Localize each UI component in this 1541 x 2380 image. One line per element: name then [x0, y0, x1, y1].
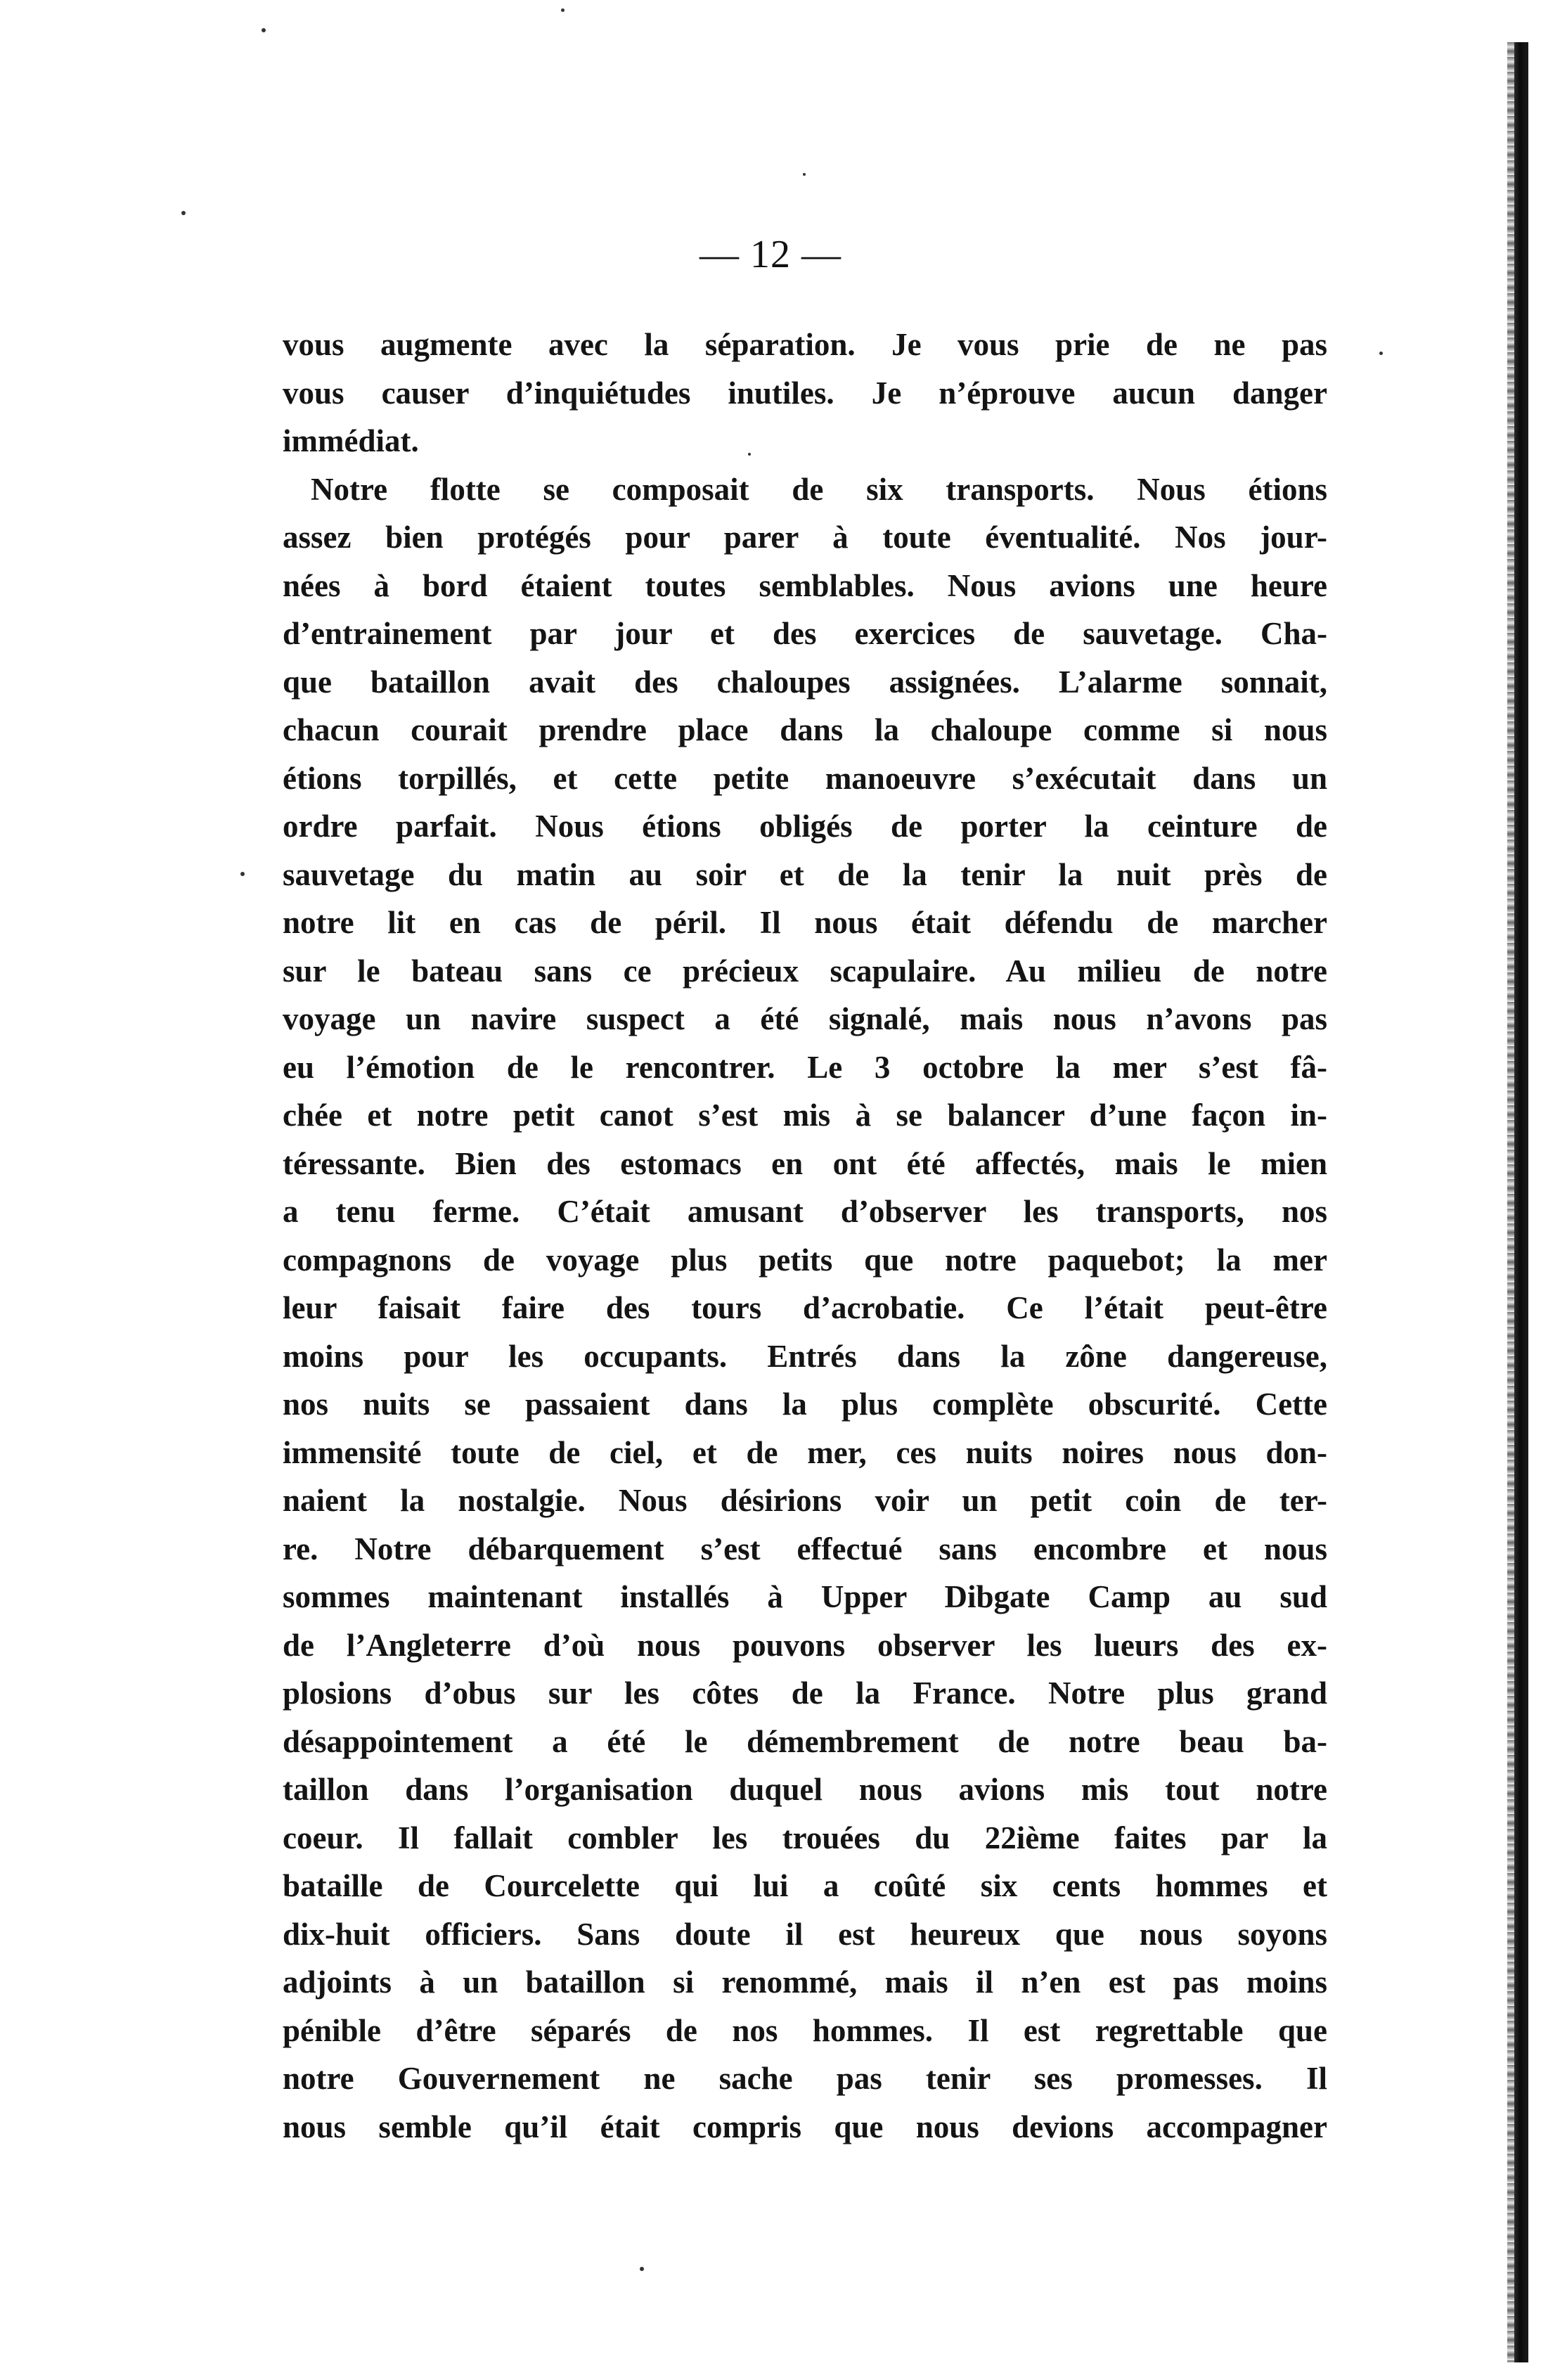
text-line: plosions d’obus sur les côtes de la France. Notre plus grand — [283, 1675, 1327, 1711]
text-line: naient la nostalgie. Nous désirions voir un petit coin de ter- — [283, 1483, 1327, 1518]
scan-speck — [803, 173, 806, 176]
text-line: re. Notre débarquement s’est effectué sans encombre et nous — [283, 1531, 1327, 1567]
text-line: d’entrainement par jour et des exercices de sauvetage. Cha- — [283, 616, 1327, 651]
text-line: sommes maintenant installés à Upper Dibgate Camp au sud — [283, 1579, 1327, 1614]
text-line: compagnons de voyage plus petits que notre paquebot; la mer — [283, 1242, 1327, 1278]
text-line: sur le bateau sans ce précieux scapulaire. Au milieu de notre — [283, 953, 1327, 989]
text-line: nous semble qu’il était compris que nous devions accompagner — [283, 2109, 1327, 2144]
text-line: désappointement a été le démembrement de notre beau ba- — [283, 1723, 1327, 1759]
text-line: nées à bord étaient toutes semblables. Nous avions une heure — [283, 567, 1327, 603]
scan-speck — [640, 2267, 644, 2271]
text-line: vous causer d’inquiétudes inutiles. Je n’éprouve aucun danger — [283, 375, 1327, 411]
body-text — [283, 321, 1327, 2151]
page-number: — 12 — — [699, 233, 842, 276]
text-line: étions torpillés, et cette petite manoeuvre s’exécutait dans un — [283, 760, 1327, 796]
text-line: notre lit en cas de péril. Il nous était défendu de marcher — [283, 905, 1327, 940]
scan-speck — [561, 8, 565, 12]
text-line: immédiat. — [283, 423, 419, 458]
text-line: taillon dans l’organisation duquel nous avions mis tout notre — [283, 1772, 1327, 1807]
text-line: bataille de Courcelette qui lui a coûté six cents hommes et — [283, 1868, 1327, 1903]
text-line: adjoints à un bataillon si renommé, mais il n’en est pas moins — [283, 1964, 1327, 2000]
text-line: eu l’émotion de le rencontrer. Le 3 octobre la mer s’est fâ- — [283, 1049, 1327, 1085]
text-line: nos nuits se passaient dans la plus complète obscurité. Cette — [283, 1387, 1327, 1422]
scan-speck — [1379, 352, 1383, 355]
text-line: a tenu ferme. C’était amusant d’observer les transports, nos — [283, 1194, 1327, 1229]
text-line: immensité toute de ciel, et de mer, ces nuits noires nous don- — [283, 1434, 1327, 1470]
text-line: coeur. Il fallait combler les trouées du 22ième faites par la — [283, 1820, 1327, 1855]
text-line: notre Gouvernement ne sache pas tenir ses promesses. Il — [283, 2061, 1327, 2096]
scan-speck — [240, 872, 245, 876]
text-line: Notre flotte se composait de six transports. Nous étions — [311, 471, 1327, 507]
text-line: leur faisait faire des tours d’acrobatie. Ce l’était peut-être — [283, 1290, 1327, 1325]
text-line: chée et notre petit canot s’est mis à se balancer d’une façon in- — [283, 1098, 1327, 1133]
text-line: téressante. Bien des estomacs en ont été affectés, mais le mien — [283, 1145, 1327, 1181]
text-line: que bataillon avait des chaloupes assignées. L’alarme sonnait, — [283, 664, 1327, 700]
scan-speck — [181, 211, 186, 215]
text-line: de l’Angleterre d’où nous pouvons observer les lueurs des ex- — [283, 1627, 1327, 1663]
scan-speck — [262, 28, 266, 32]
text-line: pénible d’être séparés de nos hommes. Il est regrettable que — [283, 2012, 1327, 2048]
text-line: dix-huit officiers. Sans doute il est heureux que nous soyons — [283, 1916, 1327, 1952]
text-line: sauvetage du matin au soir et de la tenir la nuit près de — [283, 856, 1327, 892]
scan-binding-edge — [1514, 42, 1528, 2362]
text-line: vous augmente avec la séparation. Je vous prie de ne pas — [283, 327, 1327, 362]
text-line: chacun courait prendre place dans la chaloupe comme si nous — [283, 712, 1327, 747]
text-line: ordre parfait. Nous étions obligés de porter la ceinture de — [283, 809, 1327, 844]
text-line: moins pour les occupants. Entrés dans la zône dangereuse, — [283, 1338, 1327, 1374]
text-line: voyage un navire suspect a été signalé, mais nous n’avons pas — [283, 1001, 1327, 1036]
text-line: assez bien protégés pour parer à toute éventualité. Nos jour- — [283, 520, 1327, 555]
